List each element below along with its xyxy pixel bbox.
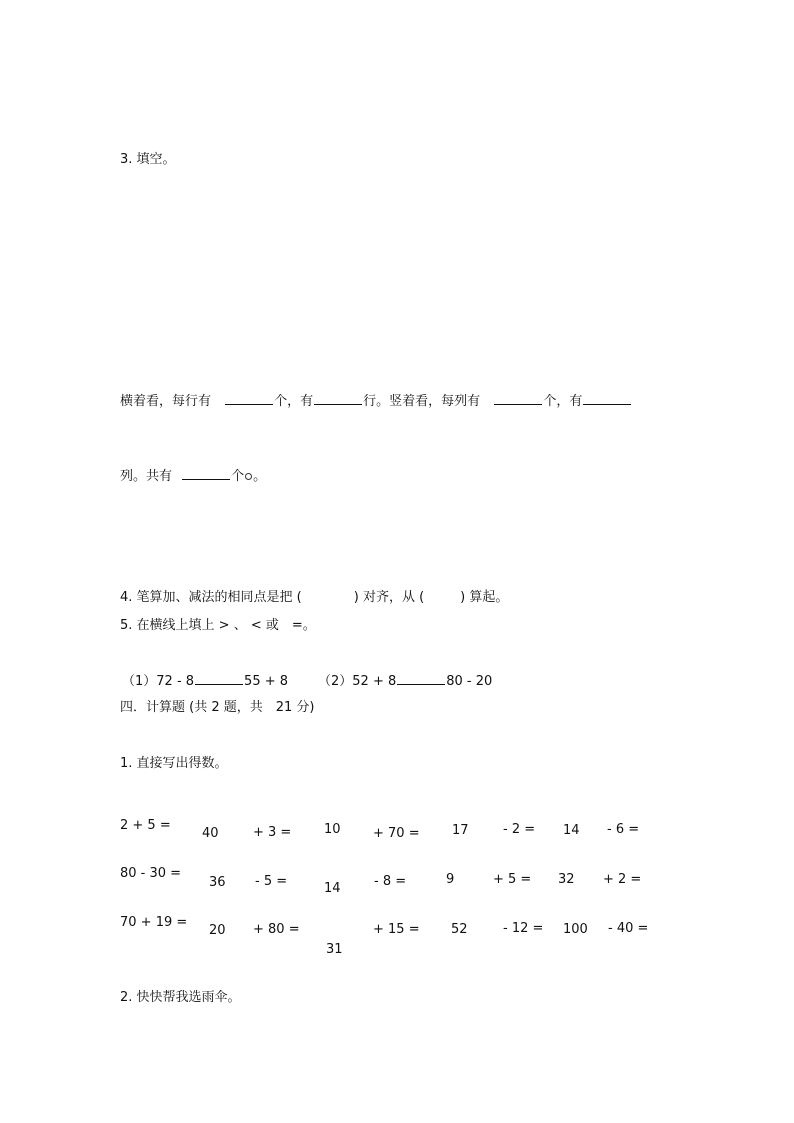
fill-line-1-text-3: 行。竖着看，每列有 [363,394,481,409]
q4-text-3: ) 算起。 [460,590,509,605]
ring-icon [245,473,252,480]
q5-line: 5. 在横线上填上 > 、 < 或 =。 [120,618,316,633]
fill-line-2-text-2: 个 [231,469,245,484]
calc-row-3-op-3: - 12 = [503,921,544,936]
compare-item-2-left: （2）52 + 8 [318,674,397,689]
fill-line-1-text-1: 横着看，每行有 [120,394,212,409]
blank-per-column[interactable] [494,392,542,405]
compare-item-1 [122,672,288,690]
calc-row-2-op-3: + 5 = [493,872,532,887]
calc-row-1-expr-1: 2 + 5 = [120,818,171,833]
calc-row-3-op-4: - 40 = [608,921,649,936]
calc-row-2-num-4: 32 [558,872,575,887]
calc-row-1-num-3: 17 [452,823,469,838]
calc-row-2-op-1: - 5 = [255,874,288,889]
blank-rows[interactable] [314,392,362,405]
blank-total[interactable] [182,467,230,480]
q4-text-1: 4. 笔算加、减法的相同点是把 ( [120,590,302,605]
q4-line [120,590,508,606]
calc-row-3-expr-1: 70 + 19 = [120,915,188,930]
compare-item-1-left: （1）72 - 8 [122,674,195,689]
calc-row-2-num-1: 36 [209,875,226,890]
q3-heading: 3. 填空。 [120,152,176,167]
fill-line-2 [120,467,266,485]
fill-line-2-text-3: 。 [253,469,267,484]
calc-row-2-expr-1: 80 - 30 = [120,866,182,881]
fill-line-1-text-4: 个，有 [543,394,583,409]
calc-row-1-op-4: - 6 = [607,822,640,837]
calc-row-1-num-1: 40 [202,826,219,841]
calc-row-2-num-2: 14 [324,881,341,896]
calc-row-3-num-4: 100 [563,922,588,937]
calc1-heading: 1. 直接写出得数。 [120,756,228,771]
calc-row-1-op-2: + 70 = [373,826,420,841]
calc-row-1-op-3: - 2 = [503,822,536,837]
calc-row-3-num-2: 31 [326,942,343,957]
calc-row-1-num-4: 14 [563,823,580,838]
fill-line-1 [120,392,632,410]
calc-row-2-op-4: + 2 = [603,872,642,887]
calc-row-3-op-2: + 15 = [373,922,420,937]
calc-row-3-num-3: 52 [451,922,468,937]
calc-row-1-num-2: 10 [324,822,341,837]
q4-text-2: ) 对齐，从 ( [353,590,425,605]
fill-line-1-text-2: 个，有 [274,394,314,409]
fill-line-2-text-1: 列。共有 [120,469,173,484]
blank-columns[interactable] [583,392,631,405]
blank-compare-1[interactable] [195,672,243,685]
calc-row-2-op-2: - 8 = [374,874,407,889]
compare-item-1-right: 55 + 8 [244,674,289,689]
calc-row-2-num-3: 9 [446,872,455,887]
calc-row-3-op-1: + 80 = [253,922,300,937]
compare-item-2-right: 80 - 20 [446,674,493,689]
compare-item-2 [318,672,492,690]
calc-row-1-op-1: + 3 = [253,825,292,840]
blank-compare-2[interactable] [397,672,445,685]
blank-per-row[interactable] [225,392,273,405]
section-4-title: 四．计算题 (共 2 题，共 21 分) [120,700,315,715]
calc2-heading: 2. 快快帮我选雨伞。 [120,990,241,1005]
calc-row-3-num-1: 20 [209,923,226,938]
